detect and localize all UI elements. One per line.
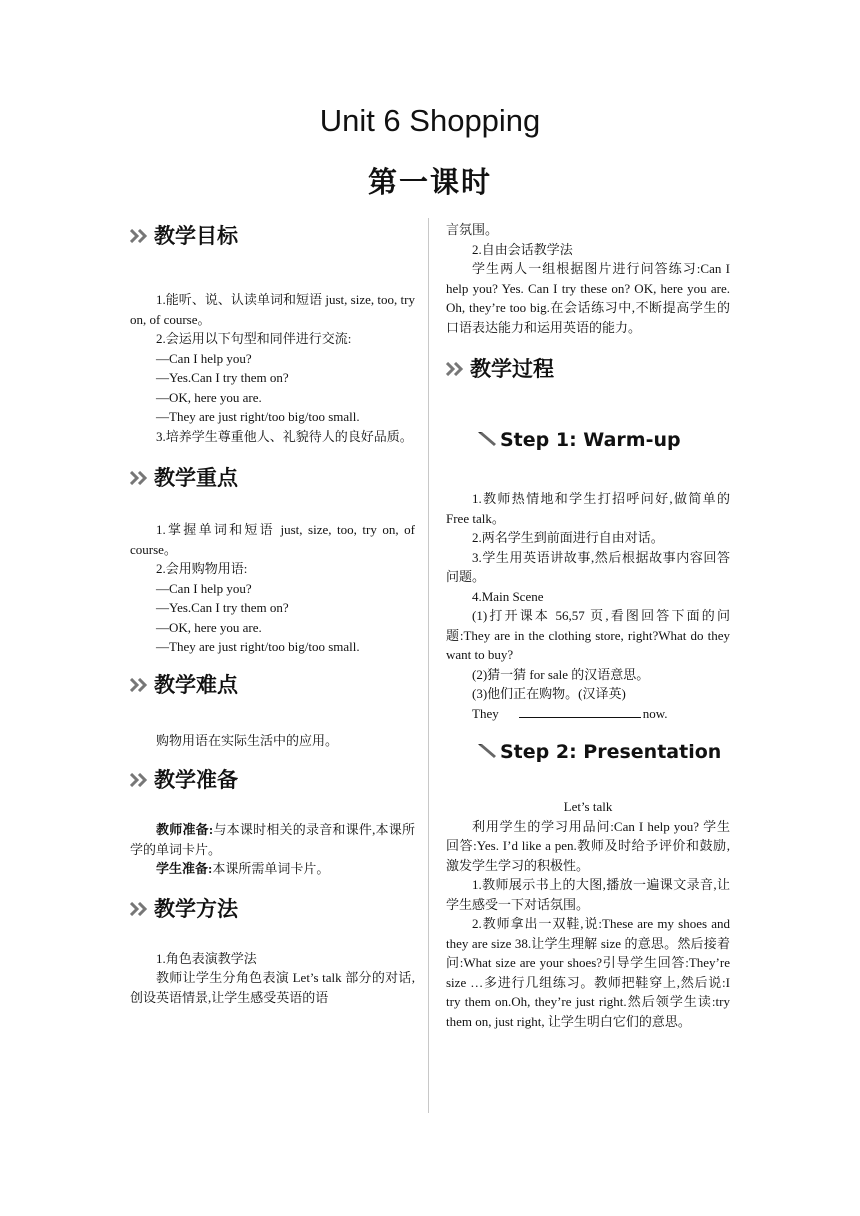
step-1-item: 1.教师热情地和学生打招呼问好,做简单的 Free talk。 bbox=[446, 491, 730, 526]
method-1-continued: 言氛围。 bbox=[446, 222, 499, 237]
double-chevron-icon bbox=[130, 902, 152, 916]
double-chevron-icon bbox=[446, 362, 468, 376]
dialogue-line: —Yes.Can I try them on? bbox=[156, 370, 289, 385]
method-1-text: 教师让学生分角色表演 Let’s talk 部分的对话,创设英语情景,让学生感受英语的语 bbox=[130, 970, 415, 1005]
column-divider bbox=[428, 218, 429, 1113]
method-2-title: 2.自由会话教学法 bbox=[472, 241, 573, 257]
student-preparation: 学生准备:本课所需单词卡片。 bbox=[156, 861, 330, 876]
dialogue-line: —Can I help you? bbox=[156, 580, 252, 596]
step-2-paragraph: 1.教师展示书上的大图,播放一遍课文录音,让学生感受一下对话氛围。 bbox=[446, 877, 730, 912]
step-1-item: 4.Main Scene bbox=[472, 588, 544, 604]
page-title: Unit 6 Shopping bbox=[319, 103, 541, 138]
section-heading-key-points: 教学重点 bbox=[130, 462, 415, 494]
goal-1: 1.能听、说、认读单词和短语 just, size, too, try on, of course。 bbox=[130, 292, 415, 327]
dialogue-line: —OK, here you are. bbox=[156, 389, 262, 405]
right-column bbox=[446, 220, 730, 1031]
section-heading-methods: 教学方法 bbox=[130, 893, 415, 925]
answer-blank bbox=[519, 705, 641, 718]
step-1-item: (3)他们正在购物。(汉译英) bbox=[472, 686, 626, 701]
step-2-paragraph: 利用学生的学习用品问:Can I help you? 学生回答:Yes. I’d like a pen.教师及时给予评价和鼓励,激发学生学习的积极性。 bbox=[446, 818, 730, 873]
pen-icon bbox=[478, 432, 498, 448]
goal-2: 2.会运用以下句型和同伴进行交流: bbox=[156, 331, 352, 346]
dialogue-line: —They are just right/too big/too small. bbox=[156, 639, 360, 654]
step-2-heading: Step 2: Presentation bbox=[446, 737, 730, 767]
dialogue-line: —OK, here you are. bbox=[156, 619, 262, 635]
key-point-1: 1.掌握单词和短语 just, size, too, try on, of course。 bbox=[130, 522, 415, 557]
dialogue-line: —Yes.Can I try them on? bbox=[156, 600, 289, 615]
method-1-title: 1.角色表演教学法 bbox=[156, 950, 257, 966]
step-1-item: 3.学生用英语讲故事,然后根据故事内容回答问题。 bbox=[446, 549, 730, 584]
dialogue-line: —They are just right/too big/too small. bbox=[156, 409, 360, 424]
section-heading-preparation: 教学准备 bbox=[130, 764, 415, 796]
step-2-paragraph: 2.教师拿出一双鞋,说:These are my shoes and they are size 38.让学生理解 size 的意思。然后接着问:What size are your shoes?引导学生回答:They’re size …多进行几组练习。教师把鞋穿上,然后说:I try them on.Oh, they’re just right.然后领学生读:try them on, just right, 让学生明白它们的意思。 bbox=[446, 916, 730, 1029]
lets-talk-label: Let’s talk bbox=[563, 799, 613, 814]
step-1-heading: Step 1: Warm-up bbox=[446, 425, 730, 455]
teacher-preparation: 教师准备:与本课时相关的录音和课件,本课所学的单词卡片。 bbox=[130, 822, 415, 857]
step-1-item: (2)猜一猜 for sale 的汉语意思。 bbox=[472, 666, 650, 682]
method-2-text: 学生两人一组根据图片进行问答练习:Can I help you? Yes. Can I try these on? OK, here you are. Oh, they’re too big.在会话练习中,不断提高学生的口语表达能力和运用英语的能力。 bbox=[446, 261, 730, 335]
double-chevron-icon bbox=[130, 471, 152, 485]
dialogue-line: —Can I help you? bbox=[156, 350, 252, 366]
left-column bbox=[130, 220, 415, 1007]
double-chevron-icon bbox=[130, 229, 152, 243]
section-heading-goals: 教学目标 bbox=[130, 220, 415, 252]
step-1-item: (1)打开课本 56,57 页,看图回答下面的问题:They are in the clothing store, right?What do they want to buy? bbox=[446, 608, 730, 662]
goal-3: 3.培养学生尊重他人、礼貌待人的良好品质。 bbox=[156, 428, 413, 444]
pen-icon bbox=[478, 744, 498, 760]
double-chevron-icon bbox=[130, 678, 152, 692]
difficulty-text: 购物用语在实际生活中的应用。 bbox=[156, 732, 339, 748]
fill-in-blank-sentence: They now. bbox=[472, 705, 668, 721]
double-chevron-icon bbox=[130, 773, 152, 787]
step-1-item: 2.两名学生到前面进行自由对话。 bbox=[472, 530, 664, 545]
key-point-2: 2.会用购物用语: bbox=[156, 561, 248, 576]
lesson-subtitle: 第一课时 bbox=[367, 165, 492, 199]
section-heading-process: 教学过程 bbox=[446, 353, 730, 385]
section-heading-difficulties: 教学难点 bbox=[130, 669, 415, 701]
